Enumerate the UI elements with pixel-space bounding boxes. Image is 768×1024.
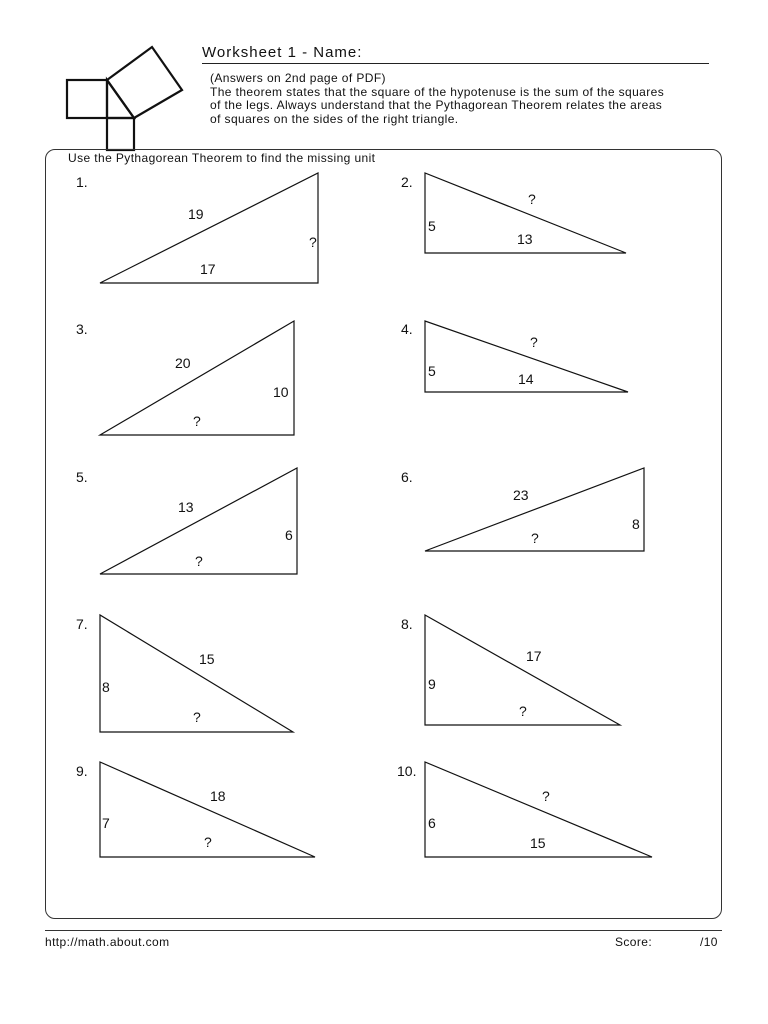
side-label: 15 [530, 835, 546, 851]
problem-number: 8. [401, 616, 413, 632]
score-label: Score: [615, 935, 653, 949]
side-label: 8 [102, 679, 110, 695]
intro-line: (Answers on 2nd page of PDF) [210, 71, 386, 85]
side-label: 13 [178, 499, 194, 515]
side-label: 13 [517, 231, 533, 247]
problem-number: 2. [401, 174, 413, 190]
problem-number: 4. [401, 321, 413, 337]
problem-number: 5. [76, 469, 88, 485]
intro-line: of the legs. Always understand that the Pythagorean Theorem relates the areas [210, 98, 663, 112]
side-label: 15 [199, 651, 215, 667]
side-label: 5 [428, 363, 436, 379]
problem-number: 10. [397, 763, 417, 779]
side-label: 6 [428, 815, 436, 831]
problem-number: 3. [76, 321, 88, 337]
side-label: 10 [273, 384, 289, 400]
problem-number: 1. [76, 174, 88, 190]
side-label: 17 [526, 648, 542, 664]
side-label: 17 [200, 261, 216, 277]
side-label: 7 [102, 815, 110, 831]
side-label: 14 [518, 371, 534, 387]
side-label: 5 [428, 218, 436, 234]
side-label: ? [531, 530, 539, 546]
side-label: 18 [210, 788, 226, 804]
side-label: ? [309, 234, 317, 250]
worksheet-title: Worksheet 1 - Name: [202, 44, 363, 61]
side-label: ? [542, 788, 550, 804]
side-label: 19 [188, 206, 204, 222]
side-label: 9 [428, 676, 436, 692]
problem-number: 9. [76, 763, 88, 779]
side-label: 23 [513, 487, 529, 503]
footer-rule [45, 930, 722, 931]
side-label: 20 [175, 355, 191, 371]
footer-url: http://math.about.com [45, 935, 170, 949]
side-label: ? [530, 334, 538, 350]
side-label: ? [204, 834, 212, 850]
side-label: 8 [632, 516, 640, 532]
score-total: /10 [700, 935, 718, 949]
intro-line: The theorem states that the square of the hypotenuse is the sum of the squares [210, 84, 665, 99]
side-label: ? [195, 553, 203, 569]
problem-number: 6. [401, 469, 413, 485]
problem-number: 7. [76, 616, 88, 632]
side-label: ? [519, 703, 527, 719]
side-label: ? [528, 191, 536, 207]
side-label: ? [193, 413, 201, 429]
side-label: ? [193, 709, 201, 725]
intro-line: of squares on the sides of the right triangle. [210, 111, 459, 126]
side-label: 6 [285, 527, 293, 543]
instruction-text: Use the Pythagorean Theorem to find the missing unit [68, 151, 376, 165]
